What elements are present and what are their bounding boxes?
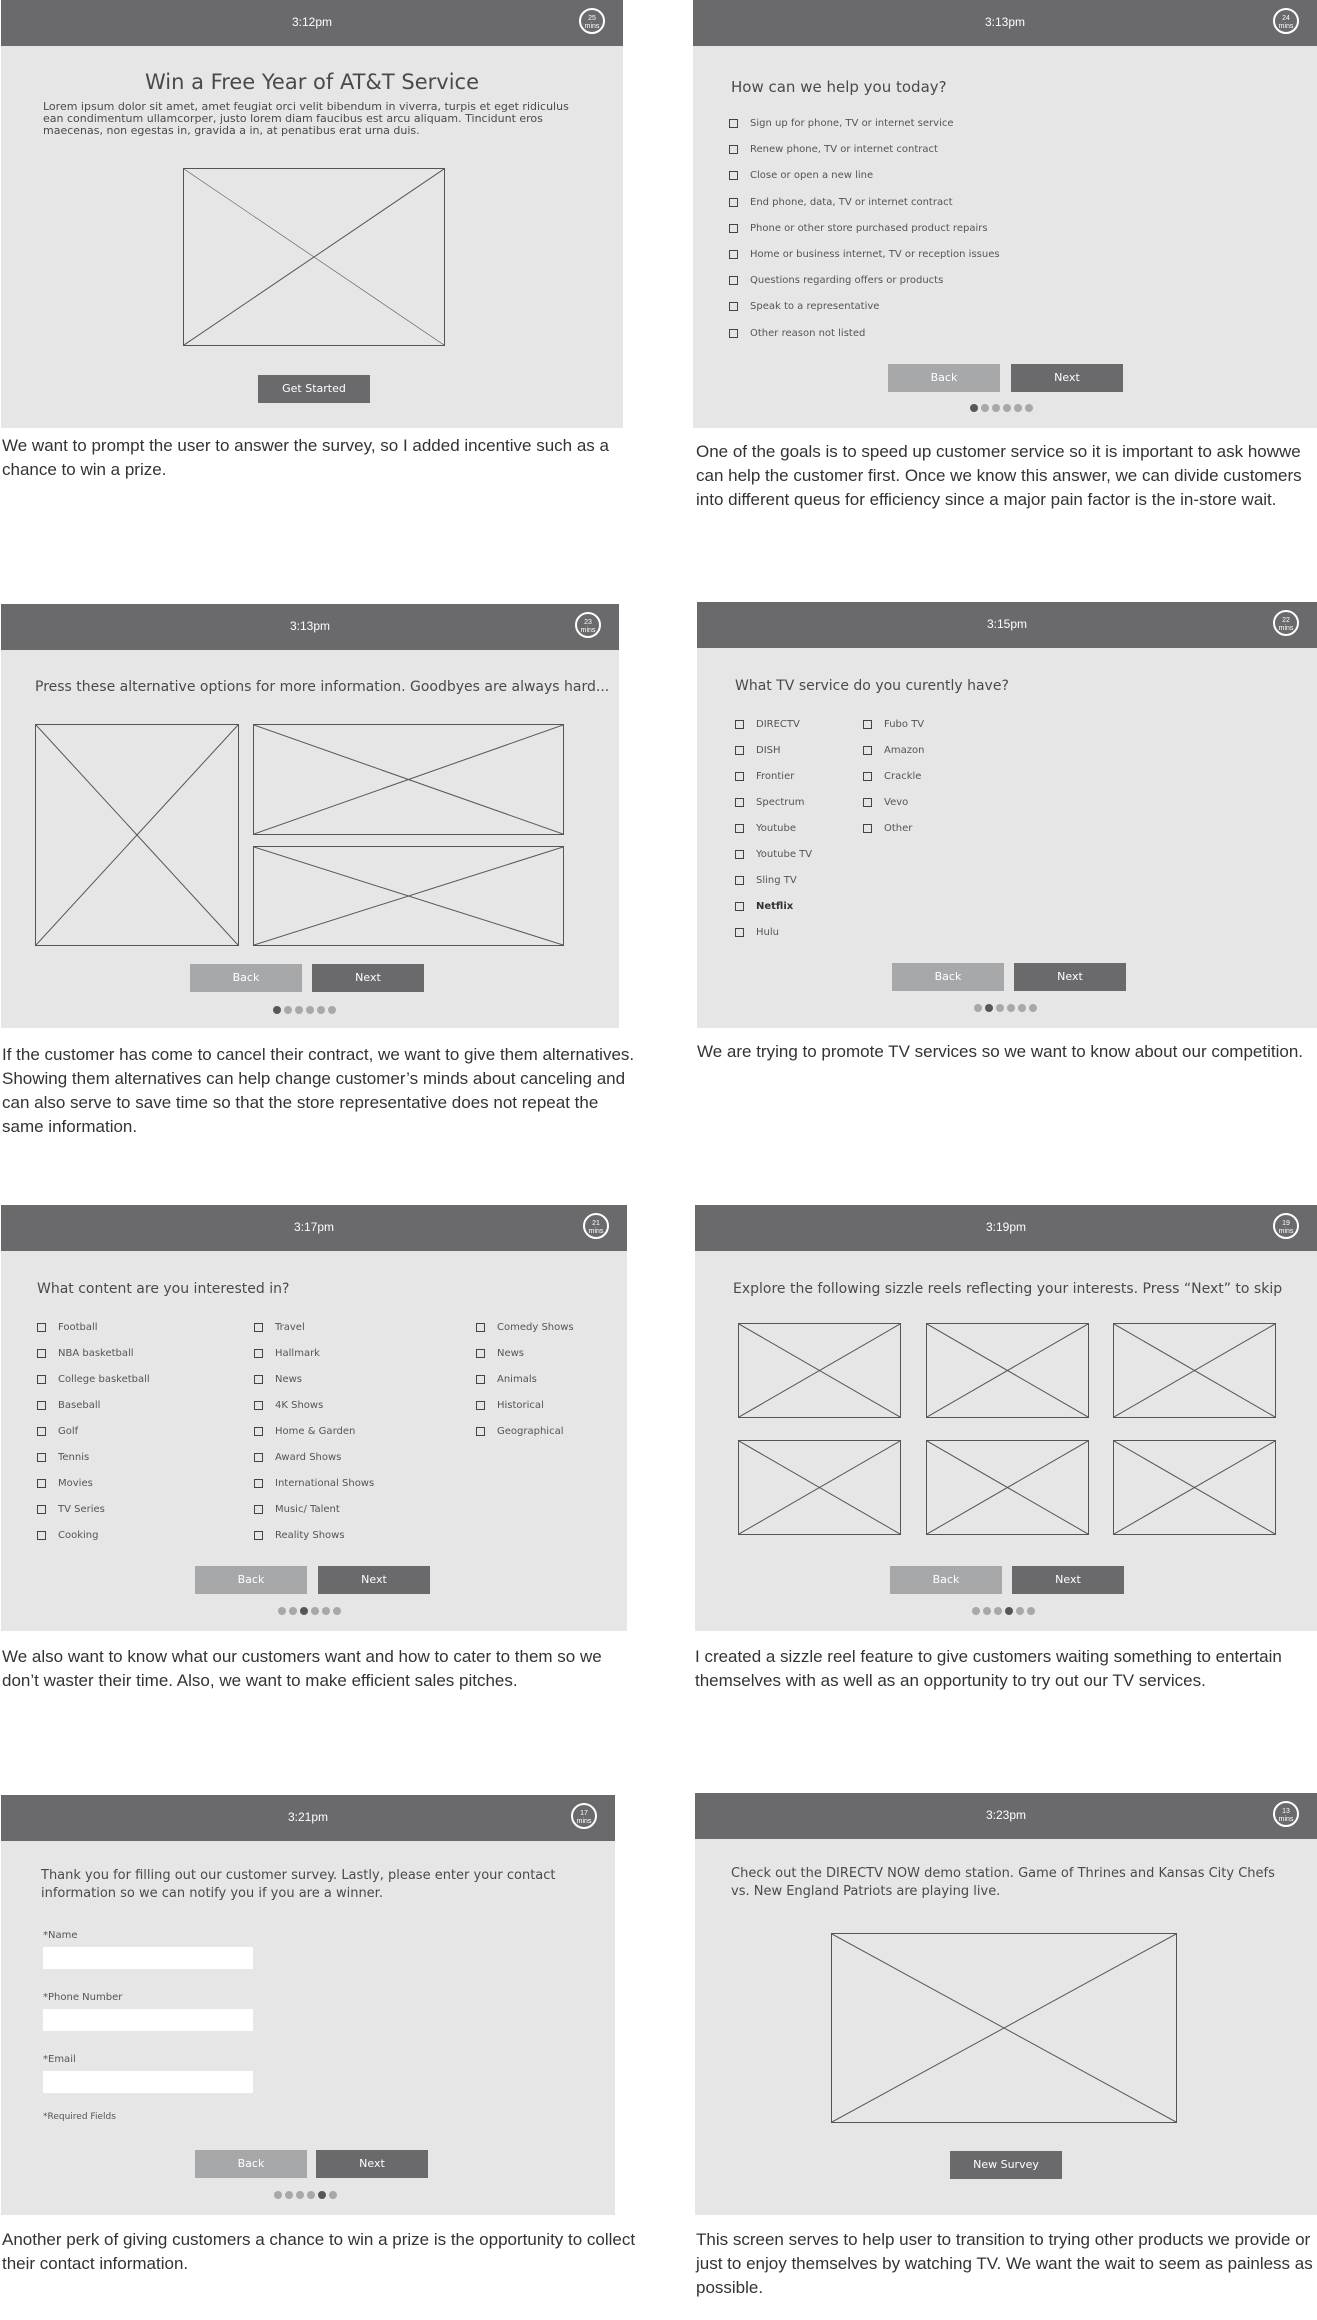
caption-7: Another perk of giving customers a chance to win a prize is the opportunity to collect their contact information. <box>2 2230 636 2273</box>
option-checkbox[interactable]: Renew phone, TV or internet contract <box>729 144 938 155</box>
option-checkbox[interactable]: Speak to a representative <box>729 301 879 312</box>
question-title: Explore the following sizzle reels reflecting your interests. Press “Next” to skip <box>733 1281 1283 1297</box>
option-checkbox[interactable]: NBA basketball <box>37 1348 134 1359</box>
option-checkbox[interactable]: 4K Shows <box>254 1400 323 1411</box>
caption-6: I created a sizzle reel feature to give customers waiting something to entertain themselves with as well as an opportunity to try out our TV services. <box>695 1647 1282 1690</box>
next-button[interactable]: Next <box>1012 1566 1124 1594</box>
caption-1: We want to prompt the user to answer the survey, so I added incentive such as a chance to win a prize. <box>2 436 609 479</box>
option-checkbox[interactable]: Music/ Talent <box>254 1504 340 1515</box>
option-checkbox[interactable]: Close or open a new line <box>729 170 873 181</box>
progress-dots <box>274 2191 337 2199</box>
option-checkbox[interactable]: Cooking <box>37 1530 98 1541</box>
next-button[interactable]: Next <box>316 2150 428 2178</box>
next-button[interactable]: Next <box>318 1566 430 1594</box>
next-button[interactable]: Next <box>1011 364 1123 392</box>
status-bar <box>695 1205 1317 1251</box>
back-button[interactable]: Back <box>888 364 1000 392</box>
page-title: Win a Free Year of AT&T Service <box>144 70 479 94</box>
option-checkbox[interactable]: Hulu <box>735 927 779 938</box>
time-label: 3:13pm <box>984 15 1026 29</box>
progress-dots <box>972 1607 1035 1615</box>
option-checkbox[interactable]: Questions regarding offers or products <box>729 275 943 286</box>
option-checkbox[interactable]: Netflix <box>735 901 793 912</box>
option-checkbox[interactable]: Spectrum <box>735 797 804 808</box>
email-label: *Email <box>43 2054 76 2065</box>
question-title: What TV service do you curently have? <box>735 678 1009 694</box>
option-checkbox[interactable]: Movies <box>37 1478 93 1489</box>
time-label: 3:15pm <box>986 617 1028 631</box>
email-field[interactable] <box>43 2071 253 2093</box>
option-checkbox[interactable]: Phone or other store purchased product repairs <box>729 223 988 234</box>
time-label: 3:13pm <box>289 619 331 633</box>
time-label: 3:21pm <box>287 1810 329 1824</box>
caption-3: If the customer has come to cancel their contract, we want to give them alternatives. Showing them alternatives can help change customer’s minds about canceling and can also serve to save time so that the store representative does not repeat the same information. <box>2 1045 635 1136</box>
demo-video-placeholder[interactable] <box>831 1933 1177 2123</box>
question-title: How can we help you today? <box>731 78 947 96</box>
option-checkbox[interactable]: Animals <box>476 1374 537 1385</box>
option-checkbox[interactable]: Vevo <box>863 797 908 808</box>
option-checkbox[interactable]: Geographical <box>476 1426 563 1437</box>
status-bar <box>697 602 1317 648</box>
option-checkbox[interactable]: Other <box>863 823 912 834</box>
progress-dots <box>273 1006 336 1014</box>
option-checkbox[interactable]: Home or business internet, TV or reception issues <box>729 249 1000 260</box>
time-label: 3:23pm <box>985 1808 1027 1822</box>
progress-dots <box>970 404 1033 412</box>
sizzle-reel-thumbnail[interactable] <box>926 1440 1089 1535</box>
question-title <box>41 1867 601 1903</box>
option-checkbox[interactable]: Golf <box>37 1426 78 1437</box>
screen-sizzle-reels <box>695 1205 1317 1631</box>
time-label: 3:19pm <box>985 1220 1027 1234</box>
option-checkbox[interactable]: College basketball <box>37 1374 150 1385</box>
sizzle-reel-thumbnail[interactable] <box>1113 1440 1276 1535</box>
option-checkbox[interactable]: Baseball <box>37 1400 100 1411</box>
timer-icon: 24 mins <box>1273 8 1299 34</box>
progress-dots <box>278 1607 341 1615</box>
time-label: 3:12pm <box>291 15 333 29</box>
status-bar <box>1 1795 615 1841</box>
timer-icon: 17 mins <box>571 1803 597 1829</box>
time-label: 3:17pm <box>293 1220 335 1234</box>
option-checkbox[interactable]: DIRECTV <box>735 719 800 730</box>
option-checkbox[interactable]: News <box>254 1374 302 1385</box>
next-button[interactable]: Next <box>1014 963 1126 991</box>
name-field[interactable] <box>43 1947 253 1969</box>
option-checkbox[interactable]: TV Series <box>37 1504 105 1515</box>
option-checkbox[interactable]: Home & Garden <box>254 1426 355 1437</box>
screen-content-interests <box>1 1205 627 1631</box>
alternative-option-top[interactable] <box>253 724 564 835</box>
timer-icon: 22 mins <box>1273 610 1299 636</box>
option-checkbox[interactable]: Sign up for phone, TV or internet service <box>729 118 954 129</box>
timer-icon: 23 mins <box>575 612 601 638</box>
option-checkbox[interactable]: End phone, data, TV or internet contract <box>729 197 953 208</box>
phone-label: *Phone Number <box>43 1992 123 2003</box>
timer-icon: 19 mins <box>1273 1213 1299 1239</box>
caption-8: This screen serves to help user to transition to trying other products we provide or just to enjoy themselves by watching TV. We want the wait to seem as painless as possible. <box>696 2230 1313 2297</box>
sizzle-reel-thumbnail[interactable] <box>738 1323 901 1418</box>
question-title: What content are you interested in? <box>37 1281 290 1297</box>
option-checkbox[interactable]: Fubo TV <box>863 719 924 730</box>
status-bar <box>1 0 623 46</box>
caption-2: One of the goals is to speed up customer service so it is important to ask howwe can help the customer first. Once we know this answer, we can divide customers into different queus for efficiency since a major pain factor is the in-store wait. <box>696 442 1302 509</box>
alternative-option-bottom[interactable] <box>253 846 564 946</box>
screen-welcome <box>1 0 623 428</box>
option-checkbox[interactable]: Historical <box>476 1400 544 1411</box>
option-checkbox[interactable]: Youtube <box>735 823 796 834</box>
back-button[interactable]: Back <box>890 1566 1002 1594</box>
option-checkbox[interactable]: Crackle <box>863 771 921 782</box>
get-started-button[interactable]: Get Started <box>258 375 370 403</box>
option-checkbox[interactable]: Comedy Shows <box>476 1322 574 1333</box>
next-button[interactable]: Next <box>312 964 424 992</box>
option-checkbox[interactable]: Youtube TV <box>735 849 812 860</box>
alternative-option-large[interactable] <box>35 724 239 946</box>
screen-help <box>693 0 1317 428</box>
status-bar <box>1 604 619 650</box>
caption-4: We are trying to promote TV services so we want to know about our competition. <box>697 1042 1303 1061</box>
option-checkbox[interactable]: Other reason not listed <box>729 328 865 339</box>
sizzle-reel-thumbnail[interactable] <box>926 1323 1089 1418</box>
status-bar <box>1 1205 627 1251</box>
phone-field[interactable] <box>43 2009 253 2031</box>
status-bar <box>693 0 1317 46</box>
back-button[interactable]: Back <box>892 963 1004 991</box>
caption-5: We also want to know what our customers want and how to cater to them so we don’t waster their time. Also, we want to make efficient sales pitches. <box>2 1647 602 1690</box>
demo-text: Check out the DIRECTV NOW demo station. Game of Thrines and Kansas City Chefs vs. New England Patriots are playing live. <box>731 1866 1275 1899</box>
new-survey-button[interactable]: New Survey <box>950 2151 1062 2179</box>
option-checkbox[interactable]: Sling TV <box>735 875 797 886</box>
option-checkbox[interactable]: Award Shows <box>254 1452 341 1463</box>
option-checkbox[interactable]: Frontier <box>735 771 794 782</box>
image-placeholder <box>183 168 445 346</box>
option-checkbox[interactable]: Reality Shows <box>254 1530 345 1541</box>
back-button[interactable]: Back <box>190 964 302 992</box>
sizzle-reel-thumbnail[interactable] <box>738 1440 901 1535</box>
screen-demo-station <box>695 1793 1317 2215</box>
sizzle-reel-thumbnail[interactable] <box>1113 1323 1276 1418</box>
name-label: *Name <box>43 1930 78 1941</box>
question-line-2: information so we can notify you if you are a winner. <box>41 1886 383 1901</box>
question-line-1: Thank you for filling out our customer survey. Lastly, please enter your contact <box>41 1868 556 1883</box>
option-checkbox[interactable]: News <box>476 1348 524 1359</box>
back-button[interactable]: Back <box>195 1566 307 1594</box>
status-bar <box>695 1793 1317 1839</box>
option-checkbox[interactable]: International Shows <box>254 1478 374 1489</box>
option-checkbox[interactable]: DISH <box>735 745 781 756</box>
option-checkbox[interactable]: Football <box>37 1322 98 1333</box>
progress-dots <box>974 1004 1037 1012</box>
option-checkbox[interactable]: Tennis <box>37 1452 89 1463</box>
back-button[interactable]: Back <box>195 2150 307 2178</box>
question-title: Press these alternative options for more information. Goodbyes are always hard... <box>35 679 610 695</box>
timer-icon: 13 mins <box>1273 1801 1299 1827</box>
option-checkbox[interactable]: Hallmark <box>254 1348 320 1359</box>
required-note: *Required Fields <box>43 2112 116 2122</box>
option-checkbox[interactable]: Travel <box>254 1322 305 1333</box>
screen-tv-service <box>697 602 1317 1028</box>
screen-alternatives <box>1 604 619 1028</box>
timer-icon: 25 mins <box>579 8 605 34</box>
timer-icon: 21 mins <box>583 1213 609 1239</box>
screen-contact-info <box>1 1795 615 2215</box>
option-checkbox[interactable]: Amazon <box>863 745 924 756</box>
intro-text: Lorem ipsum dolor sit amet, amet feugiat orci velit bibendum in viverra, turpis et eget ridiculus ean condimentum ullamcorper, justo lorem diam faucibus est arcu aliquam. Tincidunt eros maecenas, non egestas in, gravida a in, at penatibus erat urna duis. <box>43 100 569 137</box>
